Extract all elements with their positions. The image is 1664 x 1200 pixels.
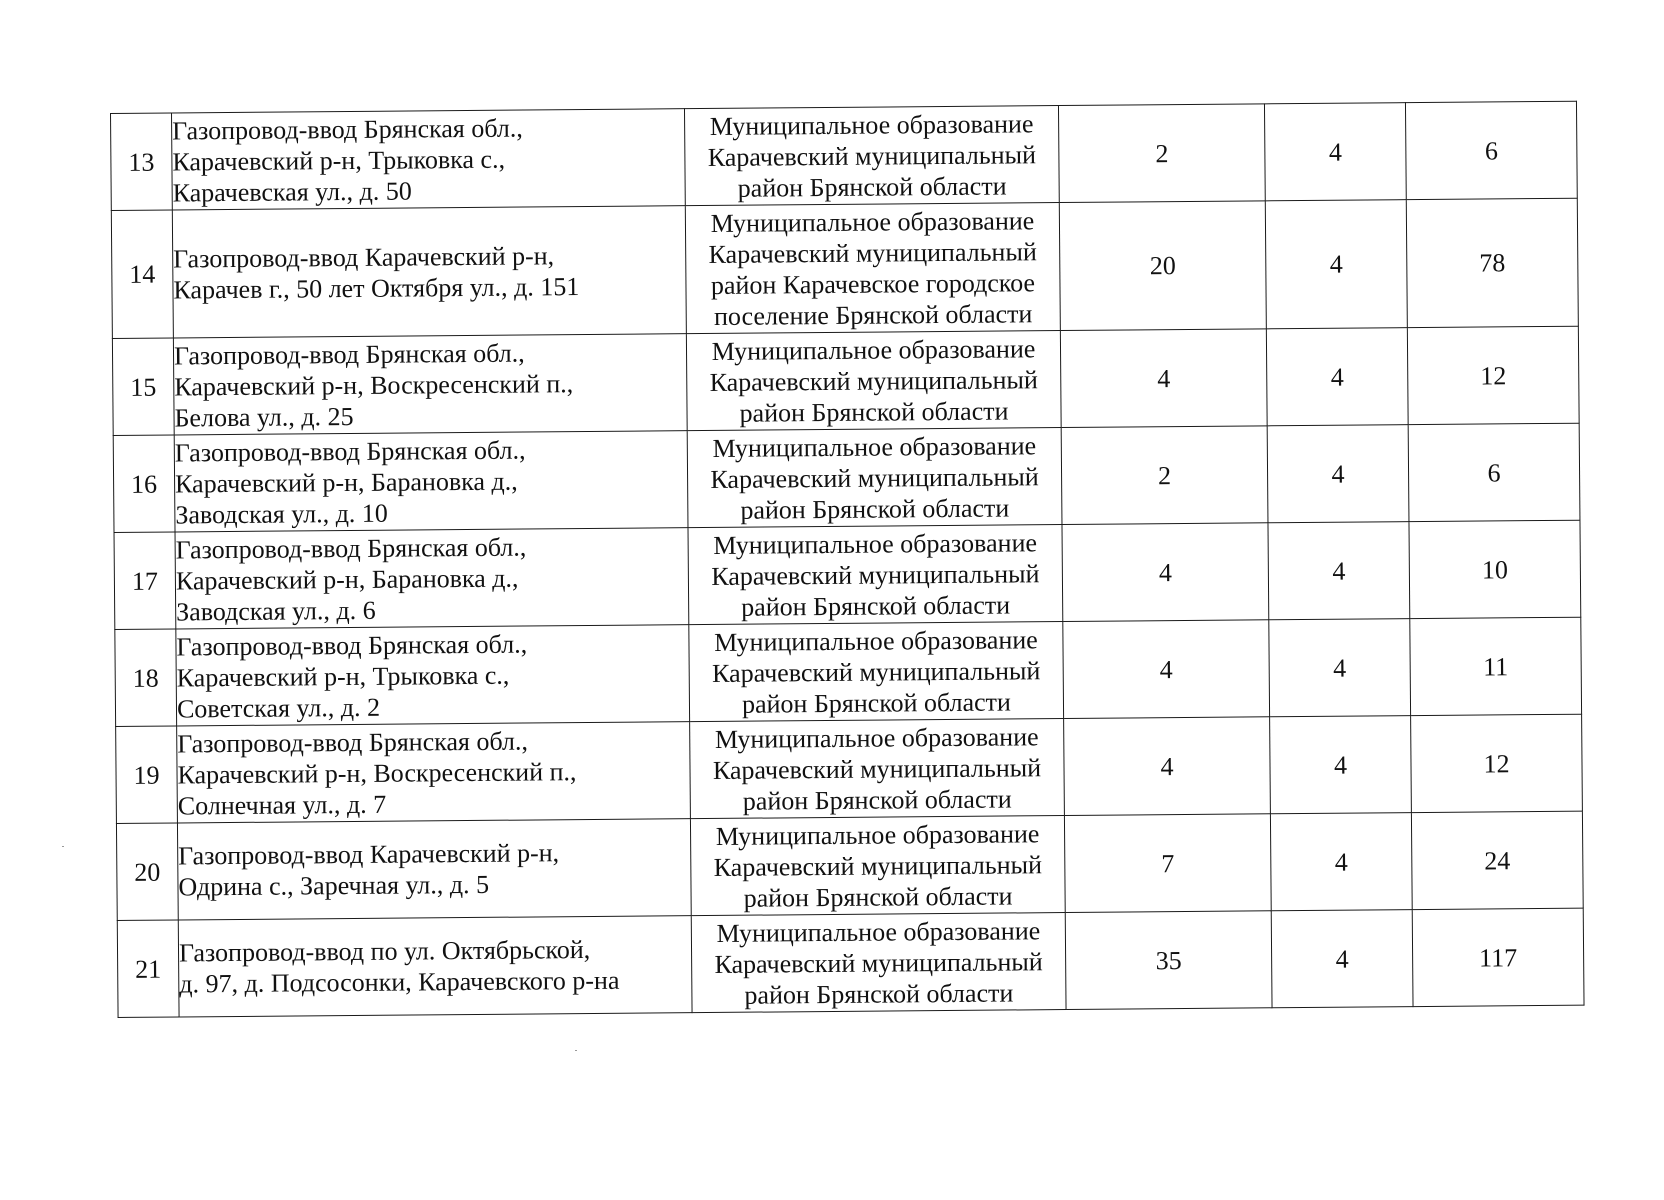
object-name-line: Советская ул., д. 2	[176, 692, 381, 723]
object-name-line: Газопровод-ввод Брянская обл.,	[173, 338, 525, 370]
row-number-cell: 18	[115, 629, 177, 727]
value-cell-2: 4	[1265, 200, 1407, 329]
owner-cell	[687, 428, 1062, 528]
owner-line: район Брянской области	[741, 686, 1012, 719]
owner-line: район Брянской области	[737, 170, 1007, 203]
owner-line: район Брянской области	[744, 977, 1014, 1010]
object-name-line: Карачевская ул., д. 50	[172, 175, 412, 207]
owner-line: Муниципальное образование	[716, 915, 1041, 948]
owner-line: район Брянской области	[741, 589, 1011, 622]
owner-line: поселение Брянской области	[713, 298, 1033, 331]
owner-line: Муниципальное образование	[709, 108, 1034, 141]
value-cell-2: 4	[1264, 103, 1406, 201]
value-cell-2: 4	[1270, 716, 1412, 814]
object-name-line: Газопровод-ввод Брянская обл.,	[177, 726, 529, 758]
object-name-cell	[172, 206, 686, 338]
scan-speck	[62, 846, 64, 847]
value-cell-1: 35	[1065, 911, 1272, 1010]
owner-line: Муниципальное образование	[713, 527, 1038, 560]
owner-line: Муниципальное образование	[714, 721, 1039, 754]
owner-line: Муниципальное образование	[712, 430, 1037, 463]
owner-line: Карачевский муниципальный	[712, 752, 1042, 785]
object-name-line: Солнечная ул., д. 7	[177, 789, 387, 820]
object-name-line: Карачевский р-н, Барановка д.,	[175, 563, 519, 595]
value-cell-2: 4	[1268, 522, 1410, 620]
table-row	[111, 198, 1578, 338]
owner-line: Карачевский муниципальный	[711, 558, 1040, 591]
value-cell-3: 10	[1409, 520, 1581, 618]
object-name-cell	[177, 722, 691, 823]
row-number-cell: 20	[116, 823, 178, 921]
table-row	[116, 811, 1583, 920]
object-name-line: Карачевский р-н, Трыковка с.,	[172, 144, 506, 176]
owner-line: район Брянской области	[739, 395, 1009, 428]
owner-line: Карачевский муниципальный	[707, 139, 1037, 172]
value-cell-1: 4	[1062, 523, 1269, 622]
object-name-line: Карачевский р-н, Барановка д.,	[174, 466, 518, 498]
value-cell-1: 20	[1059, 201, 1266, 331]
object-name-cell	[172, 109, 686, 210]
object-name-line: Карачев г., 50 лет Октября ул., д. 151	[173, 271, 580, 304]
value-cell-3: 6	[1405, 101, 1577, 199]
object-name-cell	[175, 528, 689, 629]
value-cell-3: 24	[1411, 811, 1583, 909]
object-name-line: Карачевский р-н, Воскресенский п.,	[174, 368, 574, 401]
value-cell-2: 4	[1270, 813, 1412, 911]
owner-cell	[690, 816, 1065, 916]
value-cell-1: 4	[1063, 620, 1270, 719]
object-name-line: Газопровод-ввод Брянская обл.,	[174, 435, 526, 467]
value-cell-2: 4	[1266, 328, 1408, 426]
table-row	[115, 617, 1582, 726]
object-name-line: д. 97, д. Подсосонки, Карачевского р-на	[179, 965, 620, 999]
object-name-line: Заводская ул., д. 6	[176, 595, 376, 626]
table-row	[117, 908, 1584, 1017]
owner-line: Карачевский муниципальный	[708, 236, 1037, 269]
object-name-line: Газопровод-ввод по ул. Октябрьской,	[178, 935, 591, 968]
row-number-cell: 17	[114, 532, 176, 630]
object-name-line: Газопровод-ввод Брянская обл.,	[176, 629, 528, 661]
row-number-cell: 13	[111, 113, 173, 211]
owner-cell	[684, 106, 1059, 206]
object-name-cell	[174, 431, 688, 532]
object-name-line: Газопровод-ввод Брянская обл.,	[175, 532, 527, 564]
owner-line: Карачевский муниципальный	[709, 364, 1038, 397]
object-name-cell	[177, 819, 691, 920]
owner-cell	[691, 913, 1066, 1013]
object-name-line: Белова ул., д. 25	[174, 401, 354, 432]
owner-line: Муниципальное образование	[711, 333, 1036, 366]
owner-line: Муниципальное образование	[714, 624, 1038, 657]
owner-line: район Брянской области	[740, 492, 1010, 525]
row-number-cell: 19	[116, 726, 178, 824]
value-cell-3: 12	[1411, 714, 1583, 812]
object-name-line: Заводская ул., д. 10	[175, 498, 388, 529]
object-name-line: Карачевский р-н, Воскресенский п.,	[177, 756, 577, 789]
value-cell-2: 4	[1269, 619, 1411, 717]
owner-cell	[690, 719, 1065, 819]
object-name-cell	[178, 916, 692, 1017]
object-name-line: Газопровод-ввод Карачевский р-н,	[178, 838, 560, 871]
value-cell-2: 4	[1271, 910, 1413, 1008]
owner-line: район Карачевское городское	[710, 267, 1036, 300]
table-row	[116, 714, 1583, 823]
owner-line: Карачевский муниципальный	[711, 655, 1041, 688]
owner-cell	[689, 622, 1064, 722]
value-cell-1: 4	[1064, 717, 1271, 816]
row-number-cell: 14	[111, 210, 173, 339]
owner-line: Карачевский муниципальный	[714, 946, 1043, 979]
value-cell-3: 117	[1412, 908, 1584, 1006]
value-cell-3: 78	[1406, 198, 1578, 327]
row-number-cell: 21	[117, 920, 179, 1018]
value-cell-1: 7	[1064, 814, 1271, 913]
table-row	[114, 520, 1581, 629]
value-cell-3: 11	[1410, 617, 1582, 715]
owner-line: Карачевский муниципальный	[710, 461, 1039, 494]
owner-line: Муниципальное образование	[715, 818, 1040, 851]
owner-cell	[685, 203, 1060, 334]
gas-pipeline-table	[110, 101, 1585, 1018]
value-cell-3: 12	[1407, 326, 1579, 424]
value-cell-1: 2	[1058, 104, 1265, 203]
owner-line: Карачевский муниципальный	[713, 849, 1043, 882]
object-name-line: Одрина с., Заречная ул., д. 5	[178, 869, 490, 902]
owner-cell	[688, 525, 1063, 625]
owner-cell	[686, 331, 1061, 431]
owner-line: Муниципальное образование	[710, 205, 1035, 238]
row-number-cell: 15	[112, 338, 174, 436]
owner-line: район Брянской области	[743, 880, 1013, 913]
row-number-cell: 16	[113, 435, 175, 533]
scan-speck	[575, 1050, 577, 1051]
value-cell-2: 4	[1267, 425, 1409, 523]
object-name-line: Карачевский р-н, Трыковка с.,	[176, 660, 510, 692]
table-row	[112, 326, 1579, 435]
table-body	[111, 101, 1585, 1017]
object-name-line: Газопровод-ввод Брянская обл.,	[172, 113, 523, 145]
object-name-cell	[173, 334, 687, 435]
value-cell-3: 6	[1408, 423, 1580, 521]
table-row	[111, 101, 1578, 210]
object-name-line: Газопровод-ввод Карачевский р-н,	[173, 240, 555, 273]
object-name-cell	[176, 625, 690, 726]
value-cell-1: 2	[1061, 426, 1268, 525]
owner-line: район Брянской области	[742, 783, 1012, 816]
value-cell-1: 4	[1060, 329, 1267, 428]
table-row	[113, 423, 1580, 532]
